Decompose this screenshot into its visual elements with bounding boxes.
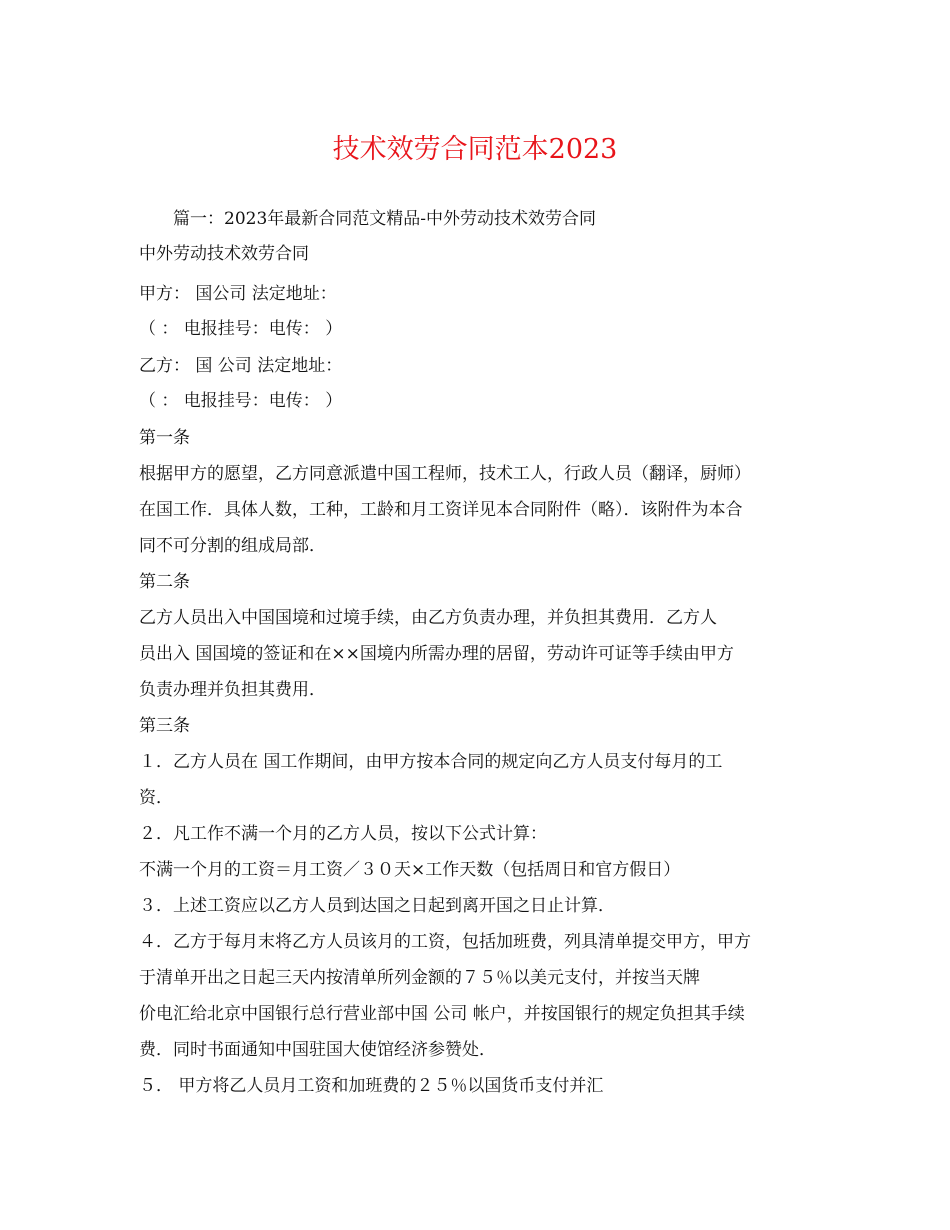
document-title: 技术效劳合同范本2023 xyxy=(332,134,618,165)
text-line: 甲方： 国公司 法定地址： xyxy=(139,284,337,304)
text-line: ５． 甲方将乙人员月工资和加班费的２５％以国货币支付并汇 xyxy=(139,1076,604,1096)
text-line: ３．上述工资应以乙方人员到达国之日起到离开国之日止计算． xyxy=(139,896,615,916)
article-heading: 第二条 xyxy=(139,572,190,592)
text-line: ４．乙方于每月末将乙方人员该月的工资，包括加班费，列具清单提交甲方，甲方 xyxy=(139,932,751,952)
text-line: 不满一个月的工资＝月工资／３０天×工作天数（包括周日和官方假日） xyxy=(139,860,681,880)
text-line: 费．同时书面通知中国驻国大使馆经济参赞处． xyxy=(139,1040,496,1060)
text-line: 同不可分割的组成局部． xyxy=(139,536,326,556)
text-line: 在国工作．具体人数，工种，工龄和月工资详见本合同附件（略）．该附件为本合 xyxy=(139,500,743,520)
text-line: 篇一：2023年最新合同范文精品-中外劳动技术效劳合同 xyxy=(139,209,597,229)
text-line: １．乙方人员在 国工作期间，由甲方按本合同的规定向乙方人员支付每月的工 xyxy=(139,752,723,772)
text-line: 员出入 国国境的签证和在××国境内所需办理的居留，劳动许可证等手续由甲方 xyxy=(139,644,734,664)
text-line: 负责办理并负担其费用． xyxy=(139,680,326,700)
text-line: 根据甲方的愿望，乙方同意派遣中国工程师，技术工人，行政人员（翻译，厨师） xyxy=(139,464,751,484)
text-line: 中外劳动技术效劳合同 xyxy=(139,244,309,264)
text-line: （ ： 电报挂号：电传： ） xyxy=(139,391,343,411)
text-line: 乙方人员出入中国国境和过境手续，由乙方负责办理，并负担其费用．乙方人 xyxy=(139,608,717,628)
text-line: 于清单开出之日起三天内按清单所列金额的７５％以美元支付，并按当天牌 xyxy=(139,968,700,988)
article-heading: 第三条 xyxy=(139,716,190,736)
text-line: 价电汇给北京中国银行总行营业部中国 公司 帐户，并按国银行的规定负担其手续 xyxy=(139,1004,745,1024)
text-line: （ ： 电报挂号：电传： ） xyxy=(139,319,343,339)
text-line: 资． xyxy=(139,788,173,808)
article-heading: 第一条 xyxy=(139,428,190,448)
text-line: ２．凡工作不满一个月的乙方人员，按以下公式计算： xyxy=(139,824,547,844)
text-line: 乙方： 国 公司 法定地址： xyxy=(139,356,343,376)
